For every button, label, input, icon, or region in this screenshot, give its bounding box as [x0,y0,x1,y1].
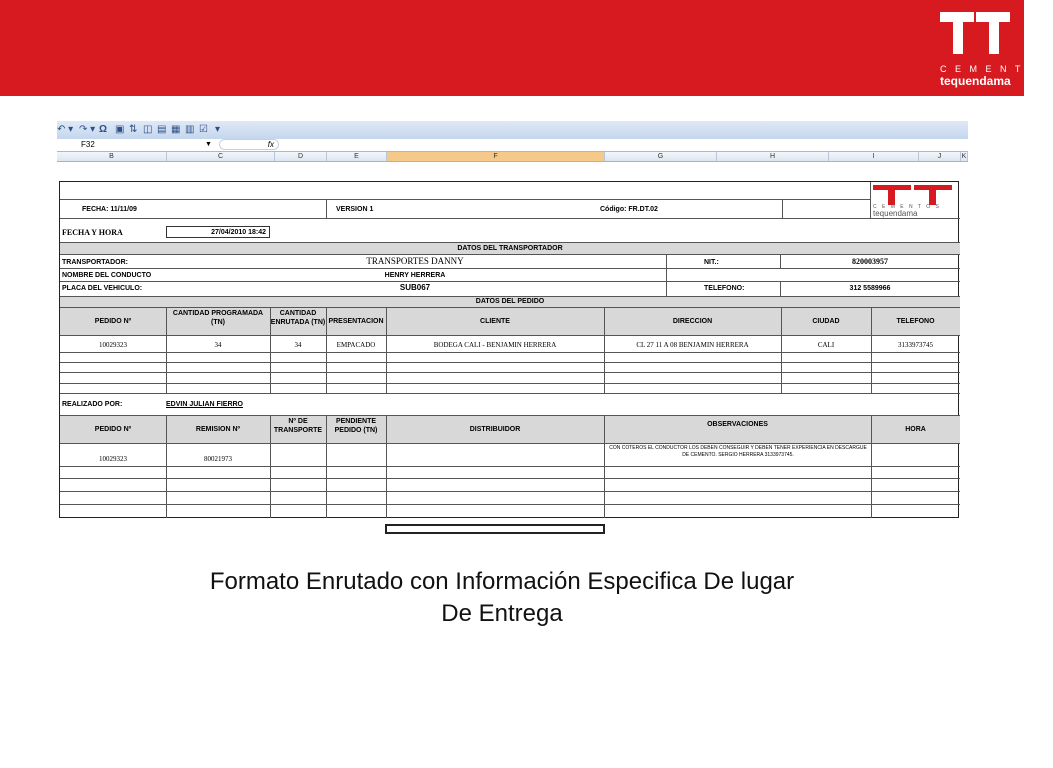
cementos-tequendama-logo [936,10,1053,90]
fecha-label: FECHA: 11/11/09 [82,206,137,213]
pedido-header-telefono: TELEFONO [871,308,960,335]
pedido-cell-direccion: CL 27 11 A 08 BENJAMIN HERRERA [636,341,749,349]
pedido-cell-programada: 34 [214,341,222,349]
table-icon[interactable]: ▥ [185,124,195,135]
col-d[interactable]: D [275,152,327,161]
pedido-cell-telefono: 3133973745 [898,341,933,349]
preview-icon[interactable]: ◫ [143,124,153,135]
column-headers [57,152,968,162]
pedido-header-programada: CANTIDAD PROGRAMADA (TN) [166,308,270,335]
nit-value: 820003957 [852,257,888,266]
formula-bar [57,139,968,152]
conductor-label: NOMBRE DEL CONDUCTO [62,272,152,279]
pedido-header-cliente: CLIENTE [386,308,604,335]
remision-header-pedido: PEDIDO Nº [60,416,166,443]
enrutado-form [59,181,959,518]
slide-caption [140,566,864,630]
remision-header-remision: REMISION Nº [166,416,270,443]
logo-line2: tequendama [940,74,1011,88]
checkbox-icon[interactable]: ☑ [199,124,208,135]
version-label: VERSION 1 [336,206,374,213]
pedido-cell-presentacion: EMPACADO [336,341,376,349]
pedido-header-ciudad: CIUDAD [781,308,871,335]
pedido-header-direccion: DIRECCION [604,308,781,335]
col-j[interactable]: J [919,152,961,161]
remision-header-transporte: Nº DE TRANSPORTE [270,416,326,443]
logo-line1: C E M E N T O S [940,64,1053,74]
excel-toolbar [57,121,968,140]
form-logo-line1: C E M E N T O S [873,204,941,210]
realizado-label: REALIZADO POR: [62,401,123,408]
observaciones-text: CON COTEROS EL CONDUCTOR LOS DEBEN CONSEGUIR Y DEBEN TENER EXPERIENCIA EN DESCARGUE DE CEMENTO. SERGIO HERRERA 3133973745. [609,445,867,458]
fx-button[interactable]: fx [219,139,279,150]
telefono-label: TELEFONO: [704,285,745,292]
grid-icon[interactable]: ▦ [171,124,181,135]
remision-cell-pedido: 10029323 [99,455,127,463]
transportador-label: TRANSPORTADOR: [62,259,128,266]
form-logo-line2: tequendama [873,209,918,218]
col-f[interactable]: F [387,152,605,161]
remision-header-distribuidor: DISTRIBUIDOR [386,416,604,443]
pedido-cell-pedido: 10029323 [99,341,127,349]
pedido-header-presentacion: PRESENTACION [326,308,386,335]
caption-line2: De Entrega [441,600,563,627]
fecha-hora-label: FECHA Y HORA [62,228,123,237]
pedido-cell-cliente: BODEGA CALI - BENJAMIN HERRERA [433,341,557,349]
pedido-header-enrutada: CANTIDAD ENRUTADA (TN) [270,308,326,335]
pedido-cell-enrutada: 34 [294,341,302,349]
pedido-header-pedido: PEDIDO Nº [60,308,166,335]
fecha-hora-value: 27/04/2010 18:42 [166,226,270,238]
remision-header-hora: HORA [871,416,960,443]
header-banner [0,0,1053,96]
transportador-value: TRANSPORTES DANNY [366,256,464,266]
undo-icon[interactable]: ↶ ▾ [57,124,74,135]
col-e[interactable]: E [327,152,387,161]
codigo-label: Código: FR.DT.02 [600,206,658,213]
remision-header-observaciones: OBSERVACIONES [604,416,871,443]
section-transportador: DATOS DEL TRANSPORTADOR [60,243,960,254]
name-box[interactable]: F32 [81,140,95,149]
remision-header-pendiente: PENDIENTE PEDIDO (TN) [326,416,386,443]
conductor-value: HENRY HERRERA [384,272,446,279]
nit-label: NIT.: [704,259,719,266]
caption-line1: Formato Enrutado con Información Especifica De lugar [209,568,795,595]
col-c[interactable]: C [167,152,275,161]
redo-icon[interactable]: ↷ ▾ [79,124,96,135]
remision-cell-remision: 80021973 [204,455,232,463]
col-g[interactable]: G [605,152,717,161]
pedido-cell-ciudad: CALI [817,341,835,349]
placa-value: SUB067 [399,283,431,292]
col-k[interactable]: K [961,153,967,160]
sort-icon[interactable]: ⇅ [129,124,138,135]
omega-symbol-icon[interactable]: Ω [99,124,108,135]
selected-cell-box[interactable] [385,524,605,534]
col-h[interactable]: H [717,152,829,161]
chevron-down-icon[interactable]: ▼ [205,141,212,148]
telefono-value: 312 5589966 [849,285,891,292]
realizado-value: EDVIN JULIAN FIERRO [166,401,244,408]
form-logo [871,184,959,218]
format-painter-icon[interactable]: ▣ [115,124,125,135]
more-icon[interactable]: ▾ [215,124,221,135]
col-i[interactable]: I [829,152,919,161]
section-pedido: DATOS DEL PEDIDO [60,297,960,307]
col-b[interactable]: B [57,152,167,161]
placa-label: PLACA DEL VEHICULO: [62,285,143,292]
print-icon[interactable]: ▤ [157,124,167,135]
